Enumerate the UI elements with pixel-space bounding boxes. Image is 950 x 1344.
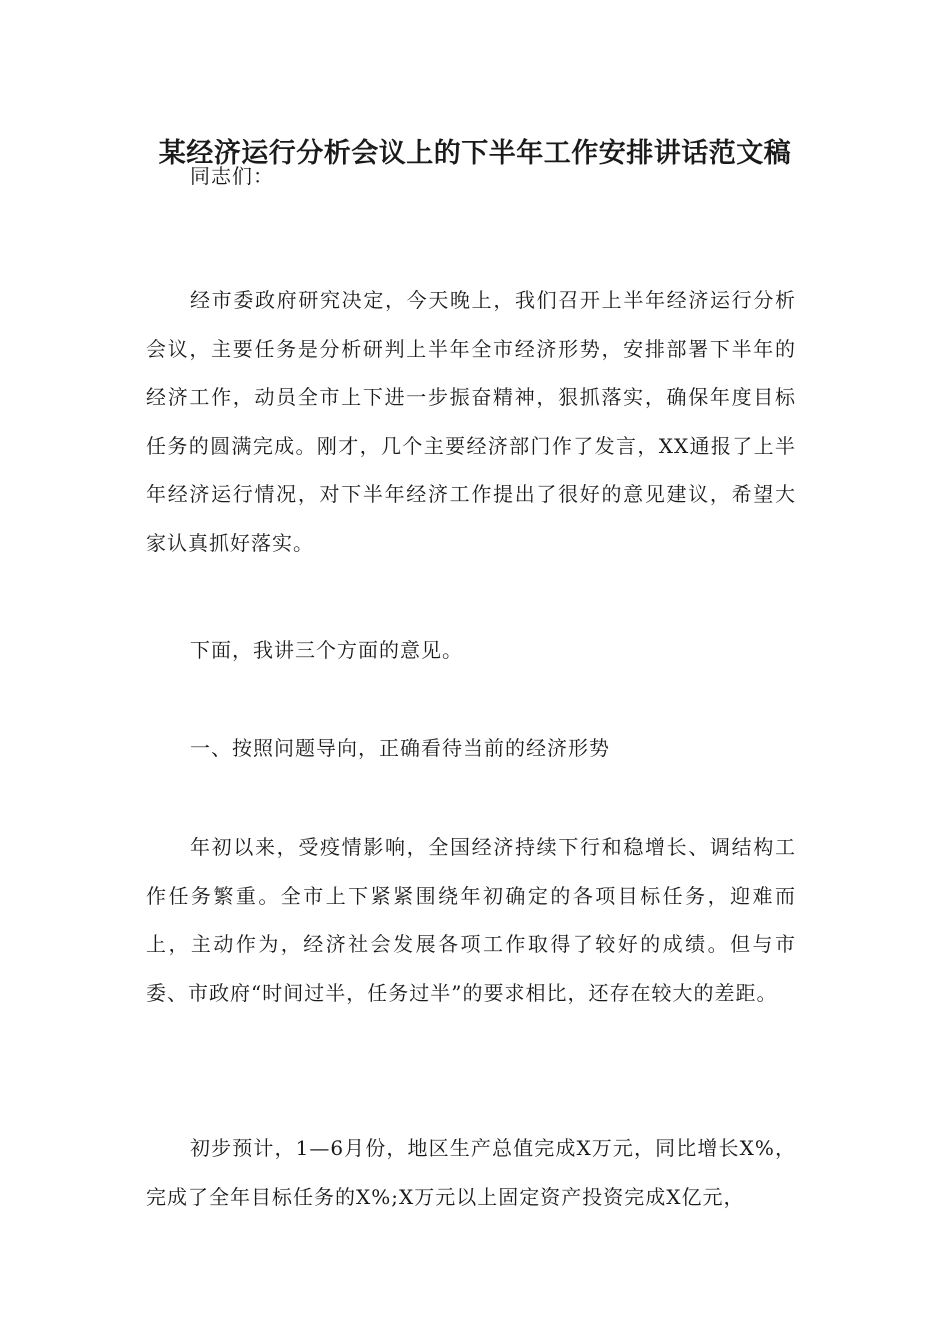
document-title: 某经济运行分析会议上的下半年工作安排讲话范文稿	[158, 138, 792, 169]
section-heading-1: 一、按照问题导向，正确看待当前的经济形势	[190, 736, 610, 760]
paragraph-outline: 下面，我讲三个方面的意见。	[190, 638, 463, 662]
paragraph-situation: 年初以来，受疫情影响，全国经济持续下行和稳增长、调结构工作任务繁重。全市上下紧紧围绕年初确定的各项目标任务，迎难而上，主动作为，经济社会发展各项工作取得了较好的成绩。但与市委、市政府“时间过半，任务过半”的要求相比，还存在较大的差距。	[146, 835, 796, 1005]
paragraph-intro: 经市委政府研究决定，今天晚上，我们召开上半年经济运行分析会议，主要任务是分析研判上半年全市经济形势，安排部署下半年的经济工作，动员全市上下进一步振奋精神，狠抓落实，确保年度目标任务的圆满完成。刚才，几个主要经济部门作了发言，XX通报了上半年经济运行情况，对下半年经济工作提出了很好的意见建议，希望大家认真抓好落实。	[146, 288, 796, 555]
paragraph-statistics: 初步预计，1—6月份，地区生产总值完成X万元，同比增长X%，完成了全年目标任务的X%;X万元以上固定资产投资完成X亿元，	[146, 1136, 796, 1209]
greeting: 同志们：	[190, 164, 274, 188]
